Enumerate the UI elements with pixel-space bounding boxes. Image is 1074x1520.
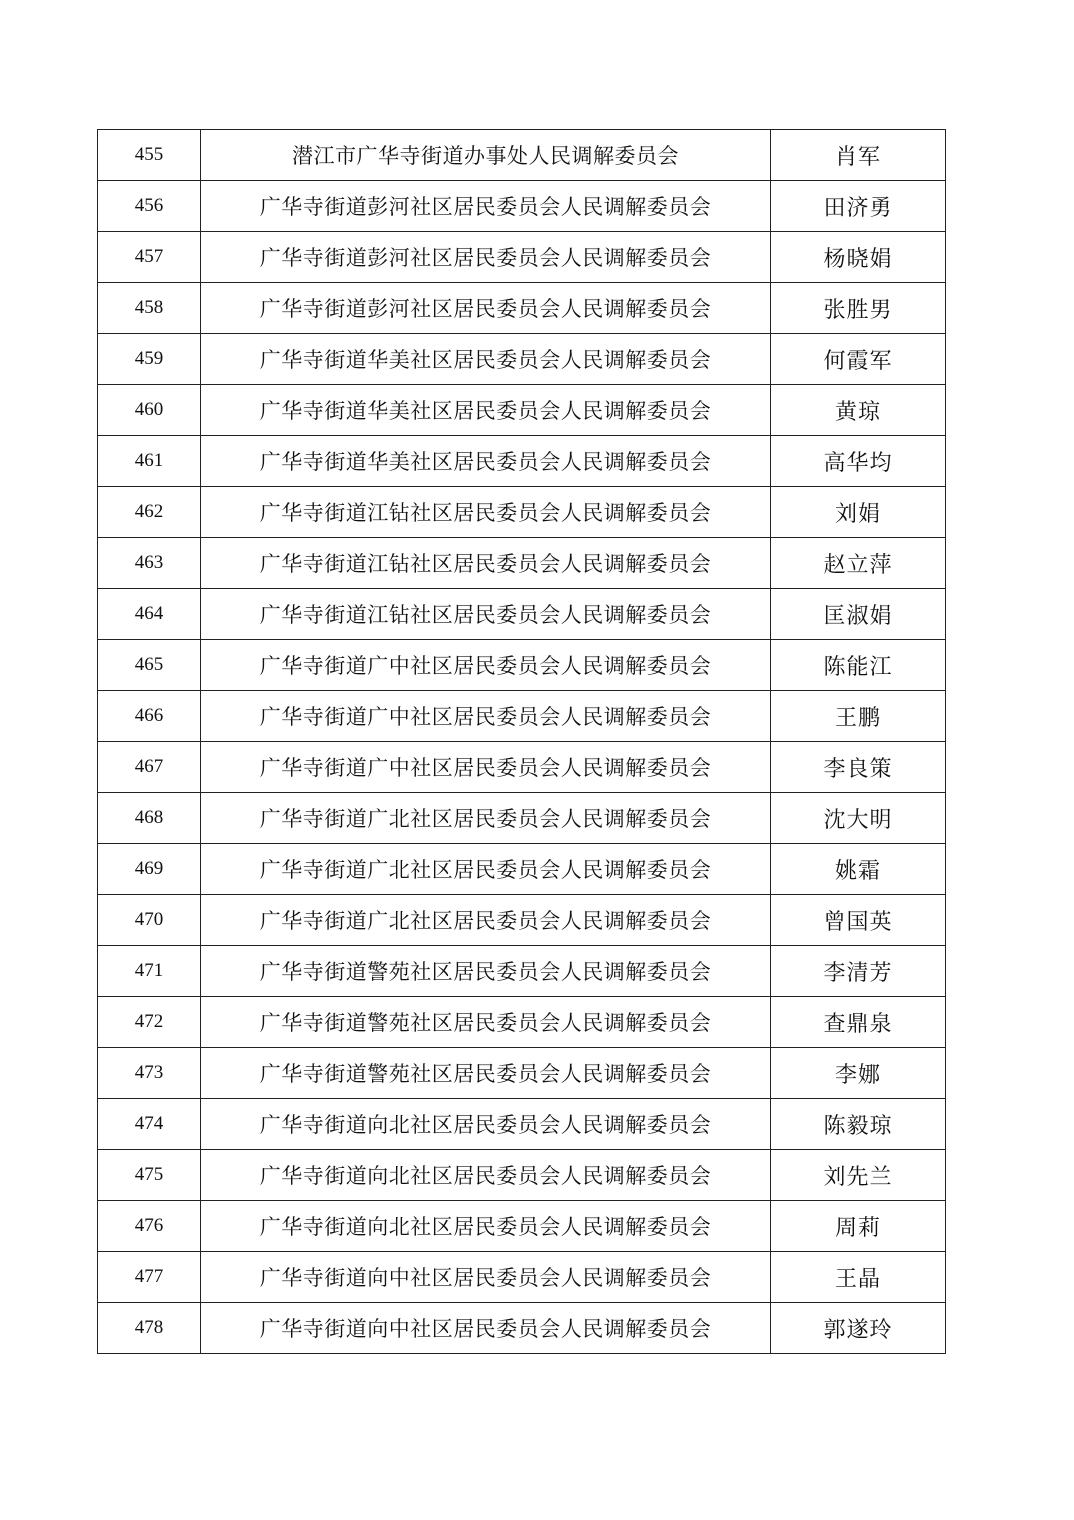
serial-number-cell: 478 (98, 1303, 201, 1354)
table-row (98, 487, 946, 538)
table-row (98, 895, 946, 946)
serial-number-cell: 466 (98, 691, 201, 742)
table-row (98, 1252, 946, 1303)
mediator-name-cell: 赵立萍 (771, 538, 946, 589)
committee-name-cell: 广华寺街道警苑社区居民委员会人民调解委员会 (201, 946, 771, 997)
committee-name-cell: 广华寺街道广北社区居民委员会人民调解委员会 (201, 844, 771, 895)
mediator-name-cell: 郭遂玲 (771, 1303, 946, 1354)
table-row (98, 1048, 946, 1099)
serial-number-cell: 460 (98, 385, 201, 436)
mediator-name-cell: 黄琼 (771, 385, 946, 436)
table-row (98, 1150, 946, 1201)
table-row (98, 1099, 946, 1150)
committee-name-cell: 广华寺街道向中社区居民委员会人民调解委员会 (201, 1303, 771, 1354)
committee-name-cell: 广华寺街道广中社区居民委员会人民调解委员会 (201, 691, 771, 742)
mediator-roster-table (97, 129, 946, 1354)
committee-name-cell: 广华寺街道警苑社区居民委员会人民调解委员会 (201, 1048, 771, 1099)
table-row (98, 793, 946, 844)
table-row (98, 589, 946, 640)
committee-name-cell: 广华寺街道向中社区居民委员会人民调解委员会 (201, 1252, 771, 1303)
committee-name-cell: 广华寺街道彭河社区居民委员会人民调解委员会 (201, 181, 771, 232)
committee-name-cell: 潜江市广华寺街道办事处人民调解委员会 (201, 130, 771, 181)
mediator-name-cell: 曾国英 (771, 895, 946, 946)
committee-name-cell: 广华寺街道广北社区居民委员会人民调解委员会 (201, 895, 771, 946)
mediator-name-cell: 李良策 (771, 742, 946, 793)
serial-number-cell: 473 (98, 1048, 201, 1099)
serial-number-cell: 459 (98, 334, 201, 385)
table-row (98, 130, 946, 181)
committee-name-cell: 广华寺街道华美社区居民委员会人民调解委员会 (201, 436, 771, 487)
mediator-name-cell: 周莉 (771, 1201, 946, 1252)
mediator-name-cell: 王晶 (771, 1252, 946, 1303)
mediator-name-cell: 刘先兰 (771, 1150, 946, 1201)
mediator-name-cell: 陈毅琼 (771, 1099, 946, 1150)
mediator-name-cell: 王鹏 (771, 691, 946, 742)
serial-number-cell: 462 (98, 487, 201, 538)
serial-number-cell: 477 (98, 1252, 201, 1303)
table-row (98, 997, 946, 1048)
committee-name-cell: 广华寺街道江钻社区居民委员会人民调解委员会 (201, 487, 771, 538)
table-row (98, 181, 946, 232)
table-row (98, 640, 946, 691)
committee-name-cell: 广华寺街道向北社区居民委员会人民调解委员会 (201, 1099, 771, 1150)
table-row (98, 742, 946, 793)
table-row (98, 232, 946, 283)
committee-name-cell: 广华寺街道彭河社区居民委员会人民调解委员会 (201, 232, 771, 283)
committee-name-cell: 广华寺街道彭河社区居民委员会人民调解委员会 (201, 283, 771, 334)
committee-name-cell: 广华寺街道向北社区居民委员会人民调解委员会 (201, 1150, 771, 1201)
table-row (98, 436, 946, 487)
committee-name-cell: 广华寺街道警苑社区居民委员会人民调解委员会 (201, 997, 771, 1048)
mediator-name-cell: 李清芳 (771, 946, 946, 997)
serial-number-cell: 455 (98, 130, 201, 181)
serial-number-cell: 472 (98, 997, 201, 1048)
committee-name-cell: 广华寺街道华美社区居民委员会人民调解委员会 (201, 334, 771, 385)
table-row (98, 946, 946, 997)
serial-number-cell: 461 (98, 436, 201, 487)
table-row (98, 538, 946, 589)
committee-name-cell: 广华寺街道向北社区居民委员会人民调解委员会 (201, 1201, 771, 1252)
mediator-name-cell: 肖军 (771, 130, 946, 181)
serial-number-cell: 465 (98, 640, 201, 691)
serial-number-cell: 475 (98, 1150, 201, 1201)
serial-number-cell: 456 (98, 181, 201, 232)
mediator-name-cell: 姚霜 (771, 844, 946, 895)
table-row (98, 1303, 946, 1354)
serial-number-cell: 470 (98, 895, 201, 946)
committee-name-cell: 广华寺街道广中社区居民委员会人民调解委员会 (201, 742, 771, 793)
mediator-name-cell: 查鼎泉 (771, 997, 946, 1048)
committee-name-cell: 广华寺街道江钻社区居民委员会人民调解委员会 (201, 589, 771, 640)
table-row (98, 385, 946, 436)
table-row (98, 844, 946, 895)
mediator-name-cell: 何霞军 (771, 334, 946, 385)
mediator-name-cell: 杨晓娟 (771, 232, 946, 283)
committee-name-cell: 广华寺街道广北社区居民委员会人民调解委员会 (201, 793, 771, 844)
serial-number-cell: 468 (98, 793, 201, 844)
serial-number-cell: 464 (98, 589, 201, 640)
table-row (98, 283, 946, 334)
mediator-name-cell: 张胜男 (771, 283, 946, 334)
table-row (98, 334, 946, 385)
serial-number-cell: 458 (98, 283, 201, 334)
mediator-name-cell: 刘娟 (771, 487, 946, 538)
mediator-name-cell: 李娜 (771, 1048, 946, 1099)
serial-number-cell: 476 (98, 1201, 201, 1252)
roster-table-body (98, 130, 946, 1354)
committee-name-cell: 广华寺街道江钻社区居民委员会人民调解委员会 (201, 538, 771, 589)
mediator-name-cell: 田济勇 (771, 181, 946, 232)
serial-number-cell: 469 (98, 844, 201, 895)
table-row (98, 691, 946, 742)
serial-number-cell: 467 (98, 742, 201, 793)
serial-number-cell: 471 (98, 946, 201, 997)
serial-number-cell: 474 (98, 1099, 201, 1150)
mediator-name-cell: 匡淑娟 (771, 589, 946, 640)
committee-name-cell: 广华寺街道华美社区居民委员会人民调解委员会 (201, 385, 771, 436)
mediator-name-cell: 陈能江 (771, 640, 946, 691)
mediator-name-cell: 高华均 (771, 436, 946, 487)
committee-name-cell: 广华寺街道广中社区居民委员会人民调解委员会 (201, 640, 771, 691)
table-row (98, 1201, 946, 1252)
serial-number-cell: 457 (98, 232, 201, 283)
serial-number-cell: 463 (98, 538, 201, 589)
mediator-name-cell: 沈大明 (771, 793, 946, 844)
